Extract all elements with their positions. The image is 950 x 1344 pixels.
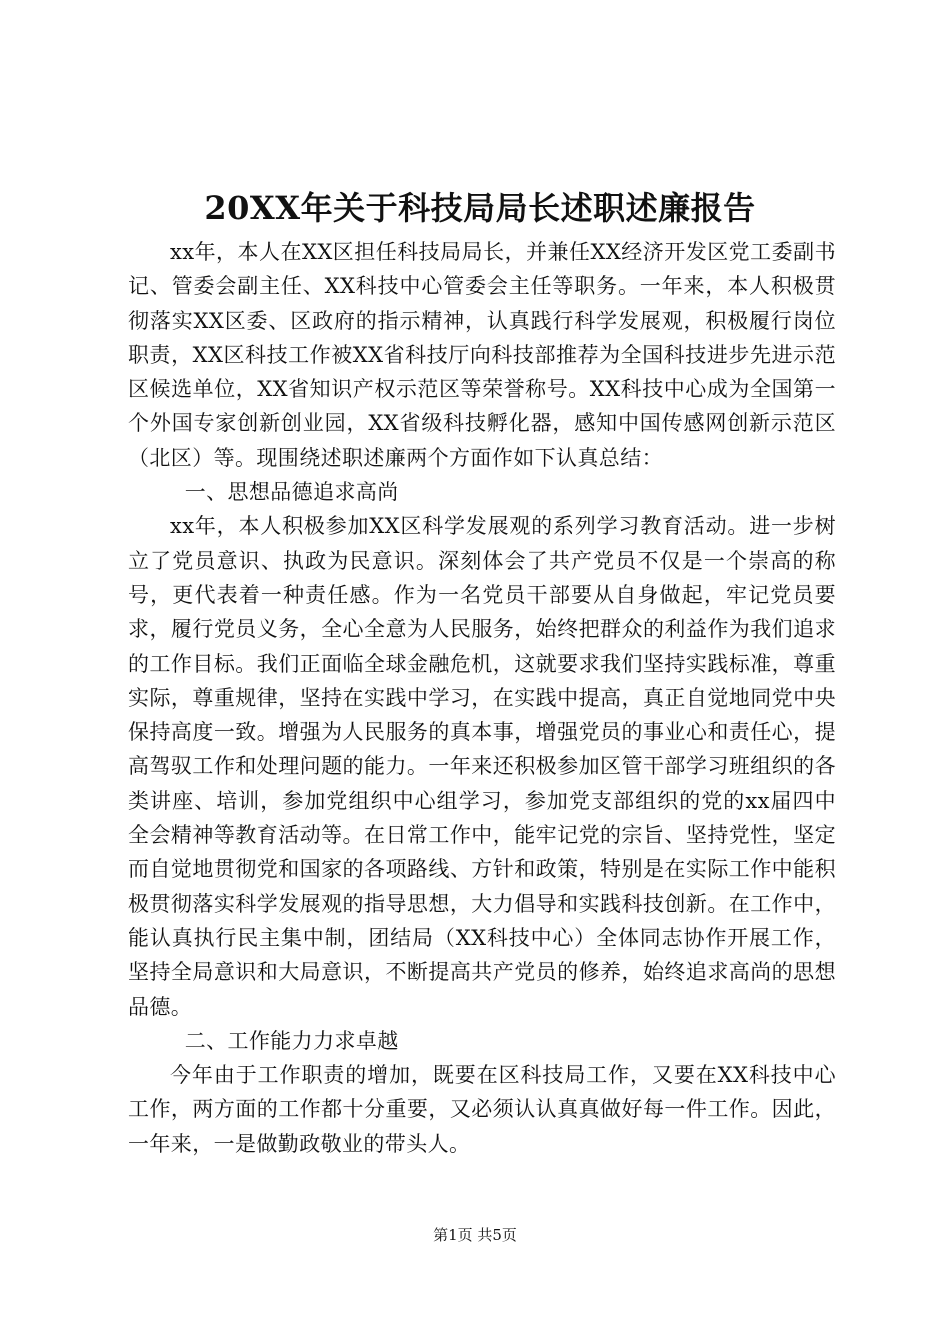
document-body [128,235,836,1161]
section-2-paragraph: 今年由于工作职责的增加，既要在区科技局工作，又要在XX科技中心工作，两方面的工作都十分重要，又必须认认真真做好每一件工作。因此，一年来，一是做勤政敬业的带头人。 [128,1063,836,1156]
intro-paragraph: xx年，本人在XX区担任科技局局长，并兼任XX经济开发区党工委副书记、管委会副主任、XX科技中心管委会主任等职务。一年来，本人积极贯彻落实XX区委、区政府的指示精神，认真践行科学发展观，积极履行岗位职责，XX区科技工作被XX省科技厅向科技部推荐为全国科技进步先进示范区候选单位，XX省知识产权示范区等荣誉称号。XX科技中心成为全国第一个外国专家创新创业园，XX省级科技孵化器，感知中国传感网创新示范区（北区）等。现围绕述职述廉两个方面作如下认真总结： [128,240,836,470]
section-heading-1: 一、思想品德追求高尚 [184,480,399,505]
section-1-paragraph: xx年，本人积极参加XX区科学发展观的系列学习教育活动。进一步树立了党员意识、执政为民意识。深刻体会了共产党员不仅是一个崇高的称号，更代表着一种责任感。作为一名党员干部要从自身做起，牢记党员要求，履行党员义务，全心全意为人民服务，始终把群众的利益作为我们追求的工作目标。我们正面临全球金融危机，这就要求我们坚持实践标准，尊重实际，尊重规律，坚持在实践中学习，在实践中提高，真正自觉地同党中央保持高度一致。增强为人民服务的真本事，增强党员的事业心和责任心，提高驾驭工作和处理问题的能力。一年来还积极参加区管干部学习班组织的各类讲座、培训，参加党组织中心组学习，参加党支部组织的党的xx届四中全会精神等教育活动等。在日常工作中，能牢记党的宗旨、坚持党性，坚定而自觉地贯彻党和国家的各项路线、方针和政策，特别是在实际工作中能积极贯彻落实科学发展观的指导思想，大力倡导和实践科技创新。在工作中，能认真执行民主集中制，团结局（XX科技中心）全体同志协作开展工作，坚持全局意识和大局意识，不断提高共产党员的修养，始终追求高尚的思想品德。 [128,514,836,1019]
section-heading-2: 二、工作能力力求卓越 [184,1028,399,1053]
document-title: 20XX年关于科技局局长述职述廉报告 [204,189,756,227]
page-number-footer: 第1页 共5页 [433,1226,517,1244]
